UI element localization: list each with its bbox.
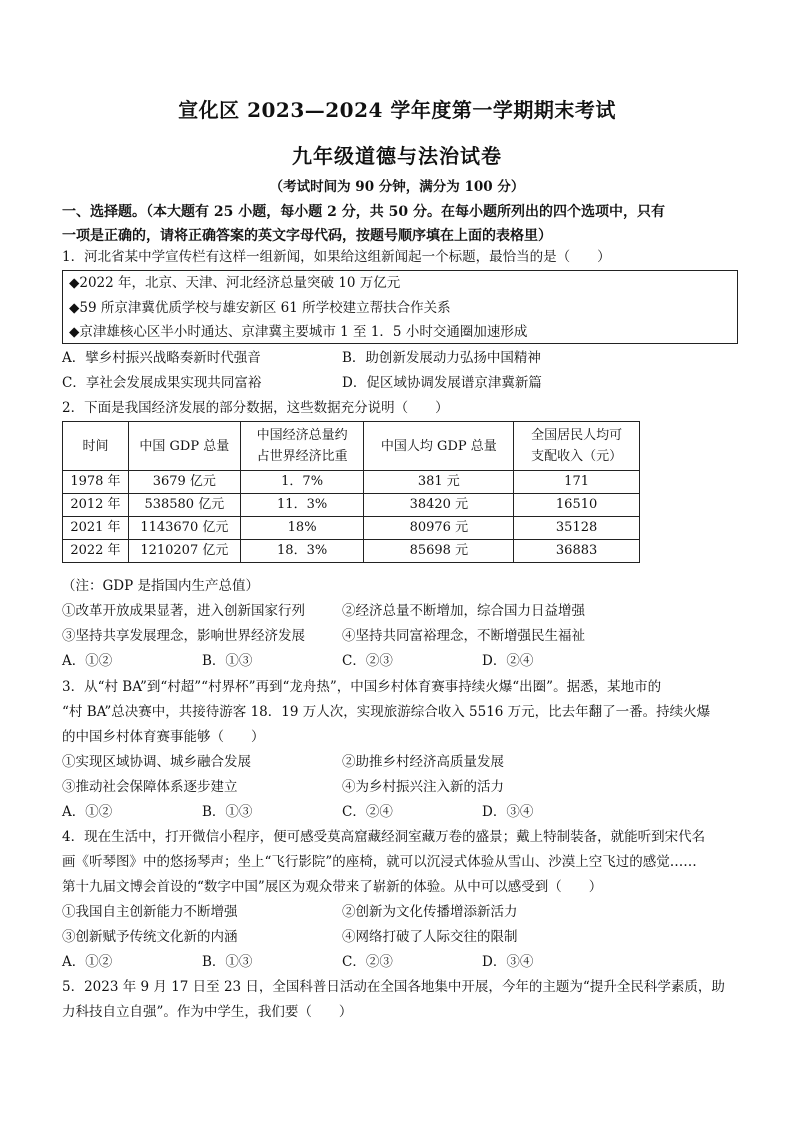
cell-income: 16510 (514, 494, 640, 517)
option-a: A．①② (62, 804, 113, 820)
question-2-items-row-1 (62, 599, 744, 624)
question-2-footnote (62, 574, 744, 599)
cell-share: 11．3% (240, 494, 364, 517)
option-d: D．②④ (482, 653, 534, 669)
question-4-line: 第十九届文博会首设的“数字中国”展区为观众带来了崭新的体验。从中可以感受到（ ） (62, 879, 603, 895)
option-b: B．①③ (202, 804, 253, 820)
statement-2: ②经济总量不断增加，综合国力日益增强 (342, 603, 585, 619)
news-item: ◆59 所京津冀优质学校与雄安新区 61 所学校建立帮扶合作关系 (69, 299, 451, 316)
table-row (63, 540, 640, 563)
question-1-options-row-2 (62, 371, 744, 396)
question-1-text: 1．河北省某中学宣传栏有这样一组新闻，如果给这组新闻起一个标题，最恰当的是（ ） (62, 249, 611, 265)
option-a: A．①② (62, 954, 113, 970)
question-1-stem (62, 245, 744, 270)
cell-per-capita: 38420 元 (364, 494, 514, 517)
cell-year: 2012 年 (63, 494, 129, 517)
header-world-share-line1: 中国经济总量约 (256, 428, 348, 443)
option-d: D．促区域协调发展谱京津冀新篇 (342, 375, 542, 391)
question-5-line: 力科技自立自强”。作为中学生，我们要（ ） (62, 1004, 353, 1020)
statement-2: ②创新为文化传播增添新活力 (342, 904, 518, 920)
cell-gdp: 538580 亿元 (128, 494, 240, 517)
question-2-text: 2．下面是我国经济发展的部分数据，这些数据充分说明（ ） (62, 400, 449, 416)
cell-share: 18．3% (240, 540, 364, 563)
question-1-options-row-1 (62, 346, 744, 371)
question-2-options (62, 649, 744, 674)
option-b: B．①③ (202, 653, 253, 669)
option-a: A．①② (62, 653, 113, 669)
exam-title: 宣化区 2023—2024 学年度第一学期期末考试 (178, 98, 616, 122)
question-3-options (62, 800, 744, 825)
cell-per-capita: 85698 元 (364, 540, 514, 563)
cell-income: 35128 (514, 517, 640, 540)
statement-4: ④网络打破了人际交往的限制 (342, 929, 518, 945)
option-c: C．②③ (342, 653, 393, 669)
question-1-news-box (62, 270, 738, 344)
cell-income: 36883 (514, 540, 640, 563)
statement-1: ①实现区域协调、城乡融合发展 (62, 754, 251, 770)
section-instructions (62, 200, 744, 248)
header-world-share-line2: 占世界经济比重 (256, 449, 348, 464)
statement-3: ③推动社会保障体系逐步建立 (62, 779, 238, 795)
question-3-line: 的中国乡村体育赛事能够（ ） (62, 729, 265, 745)
gdp-data-table (62, 421, 640, 563)
table-row (63, 517, 640, 540)
header-income-line2: 支配收入（元） (531, 449, 623, 464)
cell-share: 1．7% (240, 471, 364, 494)
statement-4: ④坚持共同富裕理念，不断增强民生福祉 (342, 628, 585, 644)
header-year: 时间 (63, 422, 129, 471)
question-4-items-row-2 (62, 925, 744, 950)
question-2-items-row-2 (62, 624, 744, 649)
question-4-items-row-1 (62, 900, 744, 925)
cell-gdp: 1143670 亿元 (128, 517, 240, 540)
cell-gdp: 3679 亿元 (128, 471, 240, 494)
option-b: B．助创新发展动力弘扬中国精神 (342, 350, 541, 366)
question-5-stem (62, 975, 744, 1025)
news-item: ◆2022 年，北京、天津、河北经济总量突破 10 万亿元 (69, 275, 401, 291)
option-a: A．擘乡村振兴战略奏新时代强音 (62, 350, 261, 366)
option-d: D．③④ (482, 804, 534, 820)
question-3-items-row-1 (62, 750, 744, 775)
option-c: C．享社会发展成果实现共同富裕 (62, 375, 262, 391)
statement-3: ③坚持共享发展理念，影响世界经济发展 (62, 628, 305, 644)
question-5-line: 5．2023 年 9 月 17 日至 23 日，全国科普日活动在全国各地集中开展，今年的主题为“提升全民科学素质，助 (62, 979, 725, 995)
header-per-capita: 中国人均 GDP 总量 (364, 422, 514, 471)
cell-per-capita: 80976 元 (364, 517, 514, 540)
table-row (63, 494, 640, 517)
cell-income: 171 (514, 471, 640, 494)
section-line-1: 一、选择题。（本大题有 25 小题，每小题 2 分，共 50 分。在每小题所列出的四个选项中，只有 (62, 204, 665, 220)
cell-per-capita: 381 元 (364, 471, 514, 494)
section-line-2: 一项是正确的，请将正确答案的英文字母代码，按题号顺序填在上面的表格里） (62, 228, 552, 244)
header-income-line1: 全国居民人均可 (531, 428, 623, 443)
question-4-stem (62, 825, 744, 900)
table-header-row (63, 422, 640, 471)
cell-year: 2022 年 (63, 540, 129, 563)
cell-year: 2021 年 (63, 517, 129, 540)
statement-4: ④为乡村振兴注入新的活力 (342, 779, 504, 795)
header-gdp: 中国 GDP 总量 (128, 422, 240, 471)
exam-subtitle: 九年级道德与法治试卷 (292, 144, 502, 168)
question-3-stem (62, 675, 744, 750)
news-item: ◆京津雄核心区半小时通达、京津冀主要城市 1 至 1．5 小时交通圈加速形成 (69, 324, 528, 340)
header-world-share (240, 422, 364, 471)
option-c: C．②④ (342, 804, 393, 820)
statement-1: ①我国自主创新能力不断增强 (62, 904, 238, 920)
option-b: B．①③ (202, 954, 253, 970)
cell-year: 1978 年 (63, 471, 129, 494)
cell-gdp: 1210207 亿元 (128, 540, 240, 563)
footnote-text: （注：GDP 是指国内生产总值） (62, 578, 259, 594)
table-row (63, 471, 640, 494)
question-2-stem (62, 396, 744, 421)
question-4-line: 4．现在生活中，打开微信小程序，便可感受莫高窟藏经洞室藏万卷的盛景；戴上特制装备，就能听到宋代名 (62, 829, 706, 845)
statement-3: ③创新赋予传统文化新的内涵 (62, 929, 238, 945)
statement-2: ②助推乡村经济高质量发展 (342, 754, 504, 770)
exam-time-note: （考试时间为 90 分钟，满分为 100 分） (269, 179, 525, 195)
question-3-line: 3．从“村 BA”到“村超”“村界杯”再到“龙舟热”，中国乡村体育赛事持续火爆“出圈”。据悉，某地市的 (62, 679, 662, 695)
question-4-line: 画《听琴图》中的悠扬琴声；坐上“飞行影院”的座椅，就可以沉浸式体验从雪山、沙漠上空飞过的感觉…… (62, 854, 697, 870)
question-4-options (62, 950, 744, 975)
option-d: D．③④ (482, 954, 534, 970)
question-3-line: “村 BA”总决赛中，共接待游客 18．19 万人次，实现旅游综合收入 5516 万元，比去年翻了一番。持续火爆 (62, 704, 711, 720)
option-c: C．②③ (342, 954, 393, 970)
statement-1: ①改革开放成果显著，进入创新国家行列 (62, 603, 305, 619)
header-income (514, 422, 640, 471)
cell-share: 18% (240, 517, 364, 540)
question-3-items-row-2 (62, 775, 744, 800)
